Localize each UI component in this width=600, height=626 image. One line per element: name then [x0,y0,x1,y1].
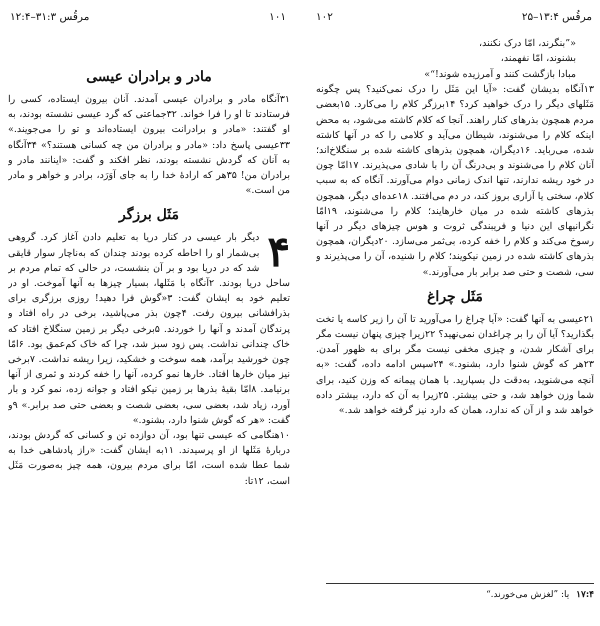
paragraph-sower-explain: ۱۰هنگامی که عیسی تنها بود، آن دوازده تن و کسانی که گردش بودند، دربارهٔ مَثَلها از او پرسیدند. ۱۱به ایشان گفت: «راز پادشاهی خدا به شما عطا شده است، امّا برای مردم بیرون، همه چیز به‌صورت مَثَل است، ۱۲تا: [8,430,290,487]
footnote-rule [326,583,594,584]
paragraph-explanation: ۱۳آنگاه بدیشان گفت: «آیا این مَثَل را درک نمی‌کنید؟ پس چگونه مَثَلهای دیگر را درک خواهید کرد؟ ۱۴برزگر کلام را می‌کارد. ۱۵بعضی مردم همچون بذرهای کنار راهند. آنجا که کلام کاشته می‌شود، به محض اینکه کلام را می‌شنوند، شیطان می‌آید و کلامی را که در آنها کاشته شده، می‌رباید. ۱۶دیگران، همچون بذرهای کاشته شده بر سنگلاخ‌اند؛ آنان کلام را می‌شنوند و بی‌درنگ آن را با شادی می‌پذیرند. ۱۷امّا چون در خود ریشه ندارند، تنها اندک زمانی دوام می‌آورند. آنگاه که به سبب کلام، سختی یا آزاری بروز کند، در دم می‌افتند. ۱۸عده‌ای دیگر، همچون بذرهای کاشته شده در میان خارهایند؛ کلام را می‌شنوند، ۱۹امّا نگرانیهای این دنیا و فریبندگی ثروت و هوس چیزهای دیگر در آنها رسوخ می‌کند و کلام را خفه کرده، بی‌ثمر می‌سازد. ۲۰دیگران، همچون بذرهای کاشته شده در زمین نیکویند؛ کلام را شنیده، آن را می‌پذیرند و سی، شصت و حتی صد برابر بار می‌آورند.» [316,84,594,278]
heading-mother-brothers: مادر و برادران عیسی [86,69,212,85]
poem-line: «”بنگرند، امّا درک نکنند، [479,38,576,49]
heading-parable-lamp: مَثَل چراغ [427,288,483,305]
heading-parable-sower: مَثَل برزگر [119,207,179,224]
poem-quote [316,36,594,82]
footnote-ref: ۱۷:۴ [576,590,594,600]
left-page-number: ۱۰۱ [269,11,286,23]
poem-line: مبادا بازگشت کنند و آمرزیده شوند!“» [424,68,576,80]
poem-line: بشنوند، امّا نفهمند، [500,53,576,65]
left-reference: مرقُس ۳‏:۳۱–۴‏:۱۲ [10,11,90,23]
footnote-text: یا: ”لغزش می‌خورند.“ [486,590,570,600]
paragraph-lamp: ۲۱عیسی به آنها گفت: «آیا چراغ را می‌آورید تا آن را زیر کاسه یا تخت بگذارید؟ آیا آن را بر چراغدان نمی‌نهید؟ ۲۲زیرا چیزی پنهان نیست مگر برای آشکار شدن، و چیزی مخفی نیست مگر برای به ظهور آمدن. ۲۳هر که گوش شنوا دارد، بشنود.» ۲۴سپس ادامه داده، گفت: «به آنچه می‌شنوید، به‌دقت دل بسپارید. با همان پیمانه که وزن کنید، برای شما وزن خواهد شد، و حتی بیشتر. ۲۵زیرا به آن که دارد، بیشتر داده خواهد شد و از آن که ندارد، همان که دارد نیز گرفته خواهد شد.» [316,313,594,417]
right-page-header [316,8,592,26]
chapter-number: ۴ [267,227,290,277]
paragraph-mother-brothers: ۳۱آنگاه مادر و برادران عیسی آمدند. آنان بیرون ایستاده، کسی را فرستادند تا او را فرا خواند. ۳۲جماعتی که گرد عیسی نشسته بودند، به او گفتند: «مادر و برادرانت بیرون ایستاده‌اند و تو را می‌جویند.» ۳۳عیسی پاسخ داد: «مادر و برادران من چه کسانی هستند؟» ۳۴آنگاه به آنان که گردش نشسته بودند، نظر افکند و گفت: «اینانند مادر و برادران من! ۳۵هر که ارادهٔ خدا را به جای آوَرَد، برادر و خواهر و مادر من است.» [8,94,290,197]
left-page-header [10,8,286,26]
paragraph-sower-text: دیگر بار عیسی در کنار دریا به تعلیم دادن آغاز کرد. گروهی بی‌شمار او را احاطه کرده بودند چندان که به‌ناچار سوار قایقی شد که در دریا بود و بر آن بنشست، در حالی که تمام مردم بر ساحل دریا بودند. ۲آنگاه با مَثَلها، بسیار چیزها به آنها آموخت. او در تعلیم خود به ایشان گفت: ۳«گوش فرا دهید! روزی برزگری برای بذرافشانی بیرون رفت. ۴چون بذر می‌پاشید، برخی در راه افتاد و پرندگان آمدند و آنها را خوردند. ۵برخی دیگر بر زمین سنگلاخ افتاد که خاک چندانی نداشت. پس زود سبز شد، چرا که خاک کم‌عمق بود. ۶امّا چون خورشید برآمد، همه سوخت و خشکید، زیرا ریشه نداشت. ۷برخی نیز میان خارها افتاد. خارها نمو کرده، آنها را خفه کردند و ثمری از آنها برنیامد. ۸امّا بقیهٔ بذرها بر زمین نیکو افتاد و جوانه زده، نمو کرد و بار آورد، زیاد شد، بعضی سی، بعضی شصت و بعضی حتی صد برابر.» ۹و گفت: «هر که گوش شنوا دارد، بشنود.» [8,232,290,426]
footnote [326,590,594,600]
right-column [316,36,594,596]
left-column [8,60,290,620]
right-reference: مرقُس ۴‏:۱۳–۲۵ [521,11,592,23]
right-page-number: ۱۰۲ [316,11,333,23]
paragraph-sower [8,227,290,428]
